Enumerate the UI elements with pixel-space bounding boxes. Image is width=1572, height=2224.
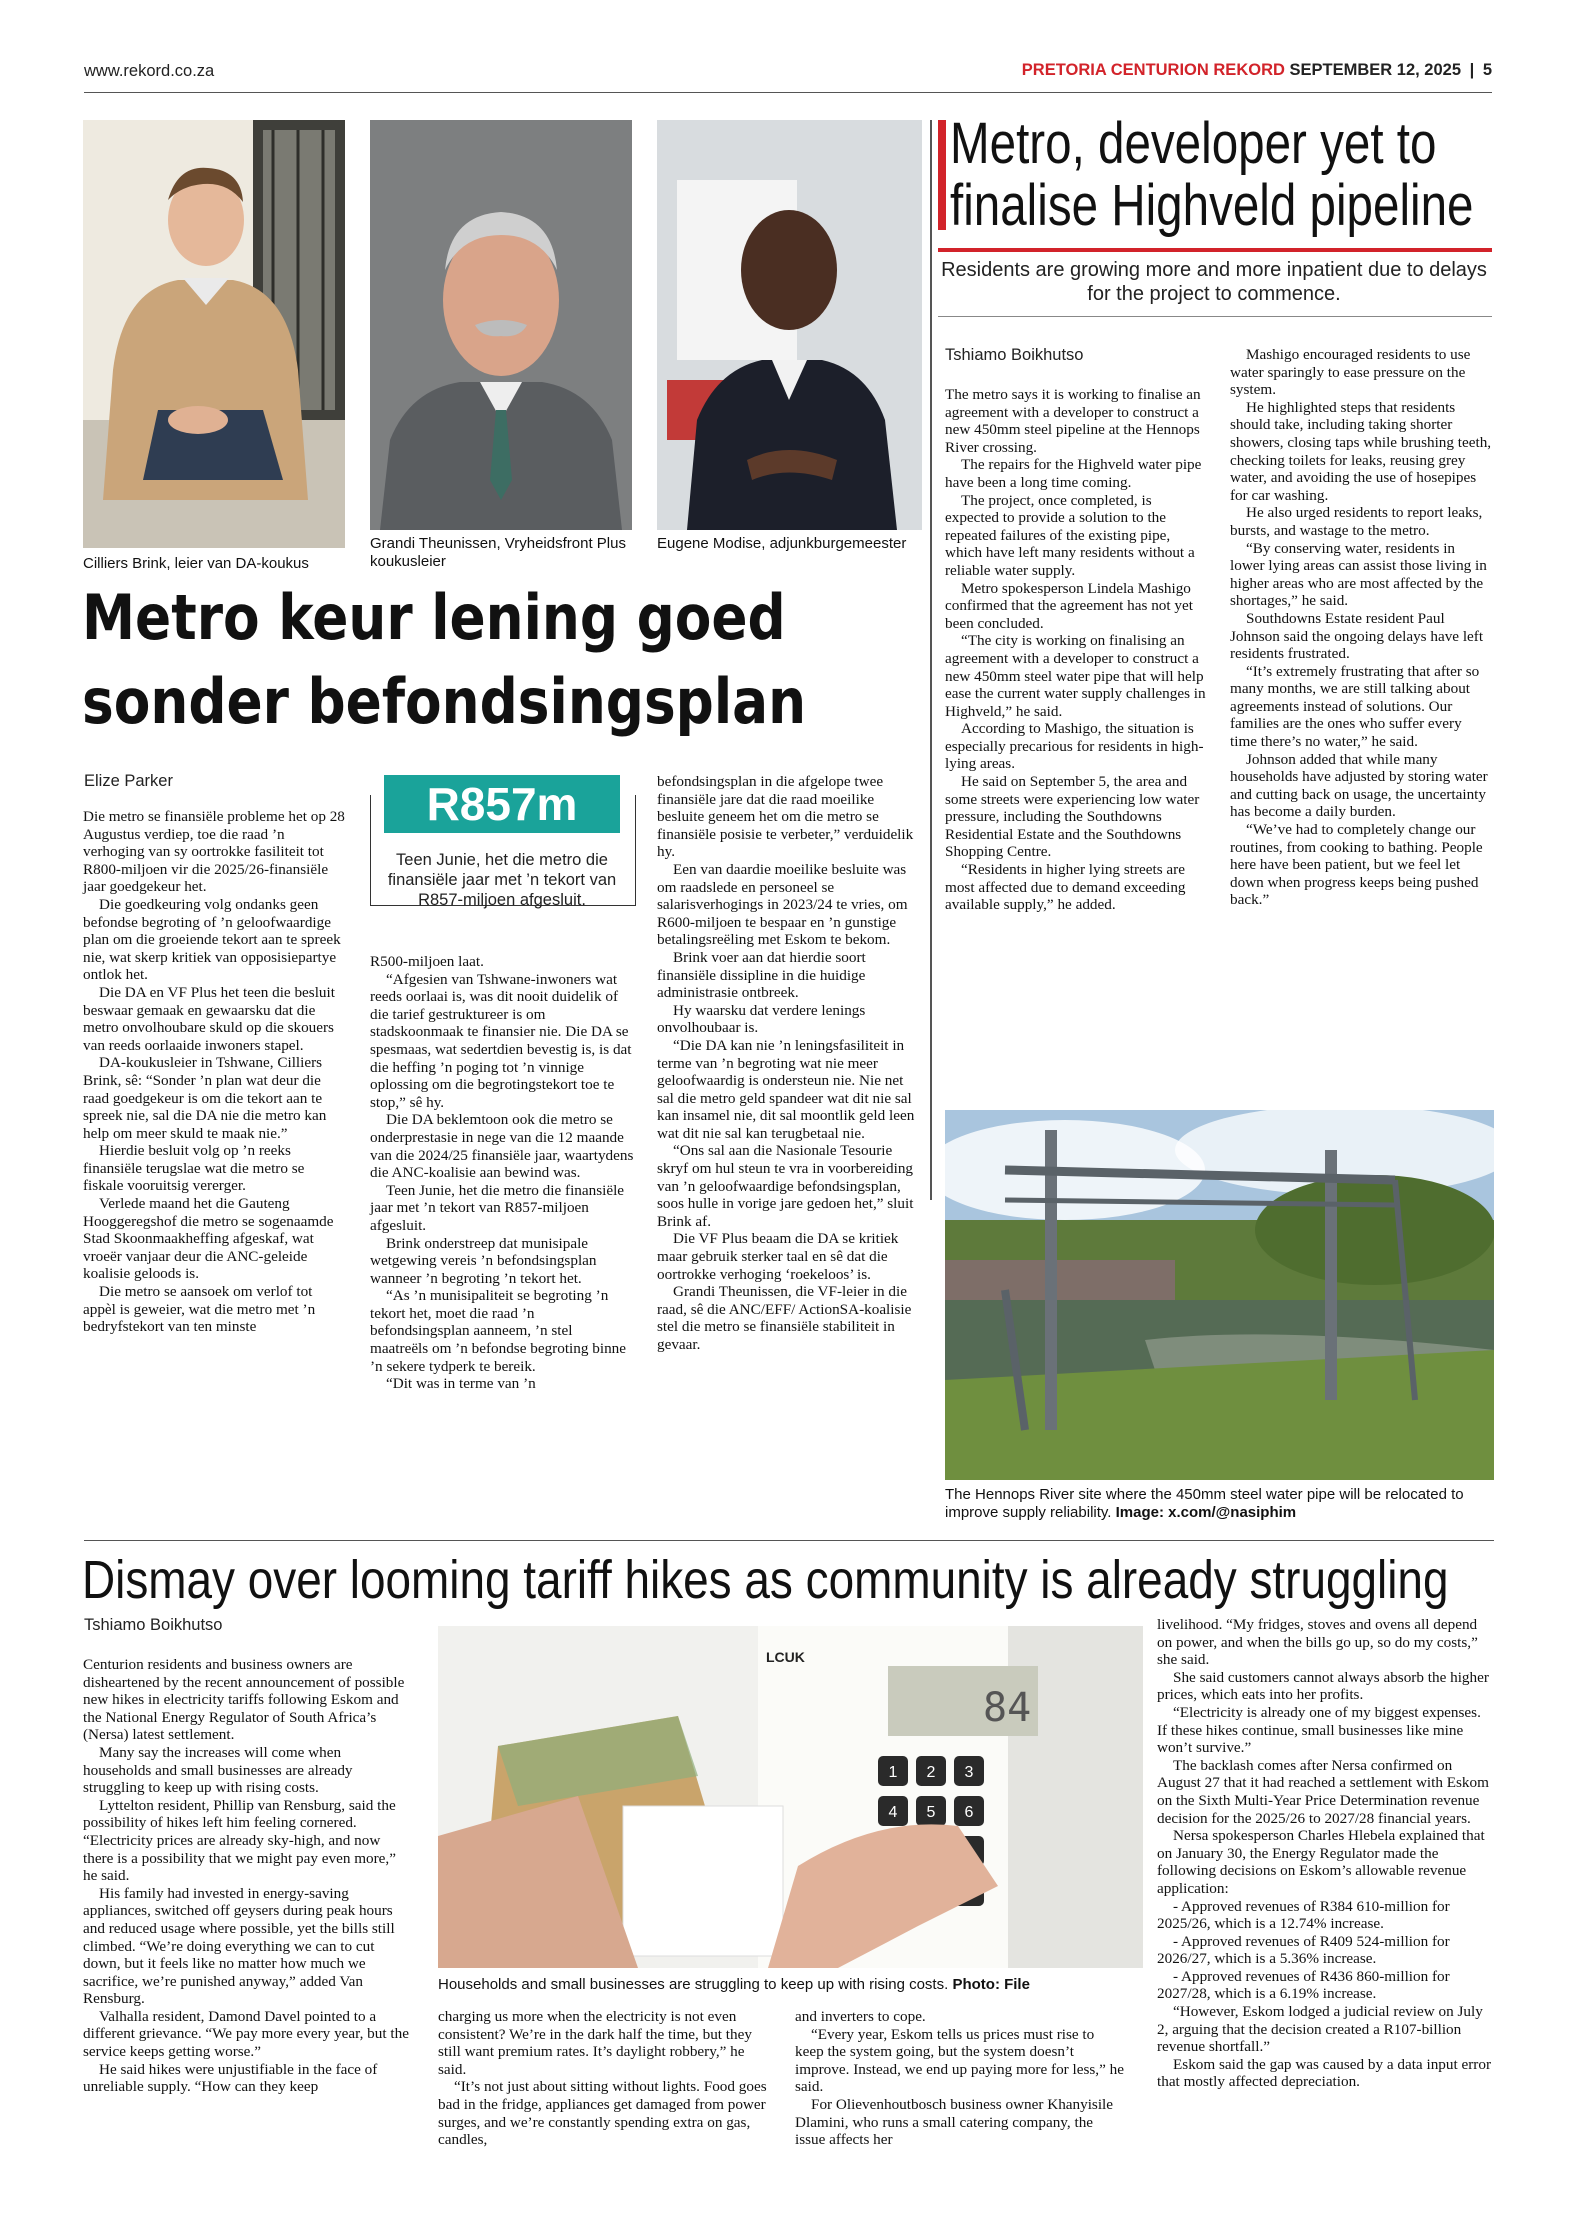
section-divider [84,1540,1494,1541]
paragraph: The backlash comes after Nersa confirmed on August 27 that it had reached a settlement with Eskom on the Sixth Multi-Year Price Determination revenue decision for the 2025/26 to 2027/28 financial years. [1157,1756,1489,1827]
byline-pipeline: Tshiamo Boikhutso [945,346,1084,364]
paragraph: Nersa spokesperson Charles Hlebela explained that on January 30, the Energy Regulator made the following decisions on Eskom’s allowable revenue application: [1157,1827,1485,1897]
paragraph: Brink onderstreep dat munisipale wetgewing vereis ’n befondsingsplan wanneer ’n begroting ’n tekort het. [370,1234,597,1287]
paragraph: livelihood. “My fridges, stoves and ovens all depend on power, and when the bills go up, so do my costs,” she said. [1157,1616,1478,1669]
paragraph: R500-miljoen laat. [370,953,484,970]
article-afr-col2 [370,953,634,1393]
paragraph: The project, once completed, is expected to provide a solution to the repeated failures of the existing pipe, which have left many residents without a reliable water supply. [945,491,1195,579]
article-afr-col1 [83,808,346,1336]
pipeline-subhead-rule [938,316,1492,317]
byline-afr: Elize Parker [84,772,173,790]
caption-text: The Hennops River site where the 450mm steel water pipe will be relocated to improve supply reliability. [945,1486,1464,1521]
paragraph: - Approved revenues of R384 610-million for 2025/26, which is a 12.74% increase. [1157,1897,1450,1933]
paragraph: “It’s not just about sitting without lights. Food goes bad in the fridge, appliances get damaged from power surges, and we’re constantly spending extra on gas, candles, [438,2078,767,2149]
meter-key-label: 2 [926,1764,936,1781]
paragraph: and inverters to cope. [795,2008,926,2025]
headline-pipeline-line1: Metro, developer yet to [950,111,1437,176]
pipeline-red-bar [938,120,946,230]
paragraph: “Dit was in terme van ’n [386,1375,536,1393]
paragraph: Hierdie besluit volg op ’n reeks finansiële terugslae wat die metro se fiskale vooruitsig vererger. [83,1142,305,1195]
paragraph: “However, Eskom lodged a judicial review on July 2, arguing that the decision created a R107-billion revenue shortfall.” [1157,2003,1483,2056]
header-rule [84,92,1492,93]
paragraph: He highlighted steps that residents should take, including taking shorter showers, closing taps while brushing teeth, checking toilets for leaks, reusing grey water, and avoiding the use of hosepipes for car washing. [1230,398,1492,504]
paragraph: Die VF Plus beaam die DA se kritiek maar gebruik sterker taal en sê dat die oortrokke verhoging ‘roekeloos’ is. [657,1230,899,1283]
paragraph: According to Mashigo, the situation is especially precarious for residents in high-lying areas. [945,720,1204,773]
paragraph: “Electricity is already one of my biggest expenses. If these hikes continue, small businesses like mine won’t survive.” [1157,1703,1481,1757]
header-right [1022,61,1492,80]
meter-key-label: 3 [964,1764,974,1781]
paragraph: Die DA en VF Plus het teen die besluit beswaar gemaak en gewaarsku dat die metro onvolhoubare skuld op die skouers van reeds oorlaaide inwoners stapel. [83,983,335,1054]
headline-afr-line2: sonder befondsingsplan [82,665,807,738]
photo-grandi-theunissen [370,120,632,530]
paragraph: He also urged residents to report leaks, bursts, and wastage to the metro. [1230,504,1483,539]
paragraph: For Olievenhoutbosch business owner Khanyisile Dlamini, who runs a small catering company, the issue affects her [795,2095,1114,2149]
header-publication: PRETORIA CENTURION REKORD [1021,61,1285,79]
paragraph: DA-koukusleier in Tshwane, Cilliers Brink, sê: “Sonder ’n plan wat deur die raad goedgekeur is om die tekort aan te spreek nie, sal die DA nie die metro kan help om meer skuld te maak nie.” [83,1054,327,1142]
paragraph: “Residents in higher lying streets are most affected due to demand exceeding available supply,” he added. [945,861,1186,914]
headline-tariff: Dismay over looming tariff hikes as community is already struggling [82,1550,1449,1610]
paragraph: He said on September 5, the area and some streets were experiencing low water pressure, including the Southdowns Residential Estate and the Southdowns Shopping Centre. [945,773,1200,861]
paragraph: “By conserving water, residents in lower lying areas can assist those living in higher areas who are most affected by the shortages,” he said. [1230,539,1487,610]
caption-cilliers-brink: Cilliers Brink, leier van DA-koukus [83,555,309,572]
article-tariff-col4 [1157,1616,1494,2091]
meter-key-label: 4 [888,1804,898,1821]
paragraph: Mashigo encouraged residents to use water sparingly to ease pressure on the system. [1230,346,1471,399]
article-pipeline-col2 [1230,346,1492,909]
paragraph: charging us more when the electricity is not even consistent? We’re in the dark half the time, but they still want premium rates. It’s daylight robbery,” he said. [438,2008,752,2078]
photo-cilliers-brink [83,120,345,548]
paragraph: Centurion residents and business owners are disheartened by the recent announcement of possible new hikes in electricity tariffs following Eskom and the National Energy Regulator of South Africa’s (Nersa) latest settlement. [83,1656,405,1744]
article-afr-col3 [657,773,920,1354]
photo-electricity-meter [438,1626,1143,1968]
caption-grandi-theunissen: Grandi Theunissen, Vryheidsfront Plus koukusleier [370,535,626,570]
paragraph: Johnson added that while many households have adjusted by storing water and cutting back on usage, the uncertainty has become a daily burden. [1230,750,1488,821]
article-tariff-col2 [438,2008,768,2149]
caption-hennops-river [945,1486,1494,1522]
meter-key-label: 6 [964,1804,974,1821]
paragraph: Verlede maand het die Gauteng Hooggeregshof die metro se sogenaamde Stad Skoonmaakheffing afgeskaf, wat vroeër vanjaar deur die ANC-geleide koalisie geloods is. [83,1195,334,1283]
pullquote-text: Teen Junie, het die metro die finansiële jaar met ’n tekort van R857-miljoen afgesluit. [387,851,617,909]
header-date: SEPTEMBER 12, 2025 [1289,61,1461,79]
paragraph: - Approved revenues of R409 524-million for 2026/27, which is a 5.36% increase. [1157,1932,1450,1968]
paragraph: Die metro se aansoek om verlof tot appèl is geweier, wat die metro met ’n bedryfstekort van ten minste [83,1283,316,1336]
subhead-pipeline: Residents are growing more and more inpatient due to delays for the project to commence. [941,259,1487,305]
meter-key-label: 1 [888,1764,898,1781]
paragraph: The repairs for the Highveld water pipe have been a long time coming. [945,456,1202,491]
header-website: www.rekord.co.za [84,62,215,80]
paragraph: Southdowns Estate resident Paul Johnson said the ongoing delays have left residents frustrated. [1230,609,1484,663]
paragraph: - Approved revenues of R436 860-million for 2027/28, which is a 6.19% increase. [1157,1967,1450,2003]
headline-afr-line1: Metro keur lening goed [82,581,786,654]
paragraph: Many say the increases will come when households and small businesses are already struggling to keep up with rising costs. [83,1743,353,1797]
meter-brand: LCUK [766,1649,805,1665]
paragraph: Valhalla resident, Damond Davel pointed to a different grievance. “We pay more every year, but the service keeps getting worse.” [83,2007,409,2061]
paragraph: Die goedkeuring volg ondanks geen befondse begroting of ’n geloofwaardige plan om die groeiende tekort aan te spreek nie, wat skerp kritiek van opposisiepartye ontlok het. [83,895,341,984]
paragraph: She said customers cannot always absorb the higher prices, which eats into her profits. [1157,1668,1489,1704]
caption-credit: Photo: File [952,1976,1030,1993]
paragraph: Die metro se finansiële probleme het op 28 Augustus verdiep, toe die raad ’n verhoging van sy oortrokke fasiliteit tot R800-miljoen vir die 2025/26-finansiële jaar goedgekeur het. [83,808,345,896]
pipeline-red-rule [938,248,1492,252]
paragraph: “Afgesien van Tshwane-inwoners wat reeds oorlaai is, was dit nooit duidelik of die tarief gestruktureer is om stadskoonmaak te finansier nie. Die DA se spesmaas, wat sedertdien bevestig is, is dat die heffing ’n poging tot ’n vinnige oplossing om die begrotingstekort toe te stop,” sê hy. [370,970,632,1111]
article-pipeline-col1 [945,386,1207,914]
paragraph: Metro spokesperson Lindela Mashigo confirmed that the agreement has not yet been concluded. [945,579,1193,632]
paragraph: “We’ve had to completely change our routines, from cooking to bathing. People here have been patient, but we feel let down when progress keeps being pushed back.” [1230,821,1483,909]
caption-credit: Image: x.com/@nasiphim [1115,1504,1297,1521]
article-tariff-col1 [83,1656,411,2096]
meter-key-label: 5 [926,1804,936,1821]
paragraph: “Die DA kan nie ’n leningsfasiliteit in terme van ’n begroting wat nie meer geloofwaardig is ondersteun nie. Nie net sal die metro geld spandeer wat dit nie sal kan insamel nie, dit sal moontlik geld leen wat dit nie sal kan terugbetaal nie. [657,1036,915,1142]
paragraph: Eskom said the gap was caused by a data input error that mostly affected depreciation. [1157,2055,1491,2091]
byline-tariff: Tshiamo Boikhutso [84,1616,223,1634]
paragraph: Lyttelton resident, Phillip van Rensburg, said the possibility of hikes left him feeling cornered. “Electricity prices are already sky-high, and now there is a possibility that we might pay even more,” he said. [83,1796,396,1885]
headline-pipeline-line2: finalise Highveld pipeline [950,173,1474,238]
caption-text: Households and small businesses are struggling to keep up with rising costs. [438,1976,949,1993]
paragraph: “Every year, Eskom tells us prices must rise to keep the system going, but the system doesn’t improve. Instead, we end up paying more for less,” he said. [795,2025,1124,2096]
caption-electricity-meter [438,1976,1143,1994]
paragraph: Grandi Theunissen, die VF-leier in die raad, sê die ANC/EFF/ ActionSA-koalisie stel die metro se finansiële stabiliteit in gevaar. [657,1283,912,1353]
paragraph: “The city is working on finalising an agreement with a developer to construct a new 450mm steel water pipe that will help ease the current water supply challenges in Highveld,” he said. [945,632,1206,720]
paragraph: “Ons sal aan die Nasionale Tesourie skryf om hul steun te vra in voorbereiding van ’n geloofwaardige befondsingsplan, soos hulle in vorige jare gedoen het,” sluit Brink af. [657,1142,914,1230]
caption-eugene-modise: Eugene Modise, adjunkburgemeester [657,535,907,552]
paragraph: “It’s extremely frustrating that after so many months, we are still talking about agreements instead of solutions. Our families are the ones who suffer every time there’s no water,” he said. [1230,662,1480,751]
paragraph: befondsingsplan in die afgelope twee finansiële jare dat die raad moeilike besluite geneem het om die metro se finansiële posisie te verbeter,” verduidelik hy. [657,773,914,861]
header-page-number: 5 [1482,61,1492,79]
article-tariff-col3 [795,2008,1125,2149]
photo-eugene-modise [657,120,922,530]
paragraph: Die DA beklemtoon ook die metro se onderprestasie in nege van die 12 maande van die 2024/25 finansiële jaar, waartydens die ANC-koalisie aan bewind was. [370,1111,634,1182]
pipeline-left-rule [930,120,932,1200]
paragraph: Brink voer aan dat hierdie soort finansiële dissipline in die huidige administrasie ontbreek. [657,948,866,1002]
header-separator: | [1469,61,1475,79]
paragraph: “As ’n munisipaliteit se begroting ’n tekort het, moet die raad ’n befondsingsplan aanneem, ’n stel maatreëls om ’n befondse begroting binne ’n sekere tydperk te bereik. [370,1287,626,1375]
meter-display: 84 [983,1685,1032,1731]
paragraph: Teen Junie, het die metro die finansiële jaar met ’n tekort van R857-miljoen afgesluit. [370,1181,625,1234]
pullquote-figure: R857m [384,775,620,833]
paragraph: Hy waarsku dat verdere lenings onvolhoubaar is. [657,1001,866,1037]
paragraph: His family had invested in energy-saving appliances, switched off geysers during peak hours and reduced usage where possible, yet the bills still climbed. “We’re doing everything we can to cut down, but it feels like no matter how much we sacrifice, we’re punished anyway,” added Van Rensburg. [83,1884,395,2008]
paragraph: Een van daardie moeilike besluite was om raadslede en personeel se salarisverhogings in 2023/24 te vries, om R600-miljoen te bespaar en ’n gunstige betalingsreëling met Eskom te bekom. [657,860,908,949]
paragraph: The metro says it is working to finalise an agreement with a developer to construct a new 450mm steel pipeline at the Hennops River crossing. [945,386,1201,456]
paragraph: He said hikes were unjustifiable in the face of unreliable supply. “How can they keep [83,2060,378,2096]
photo-hennops-river [945,1110,1494,1480]
